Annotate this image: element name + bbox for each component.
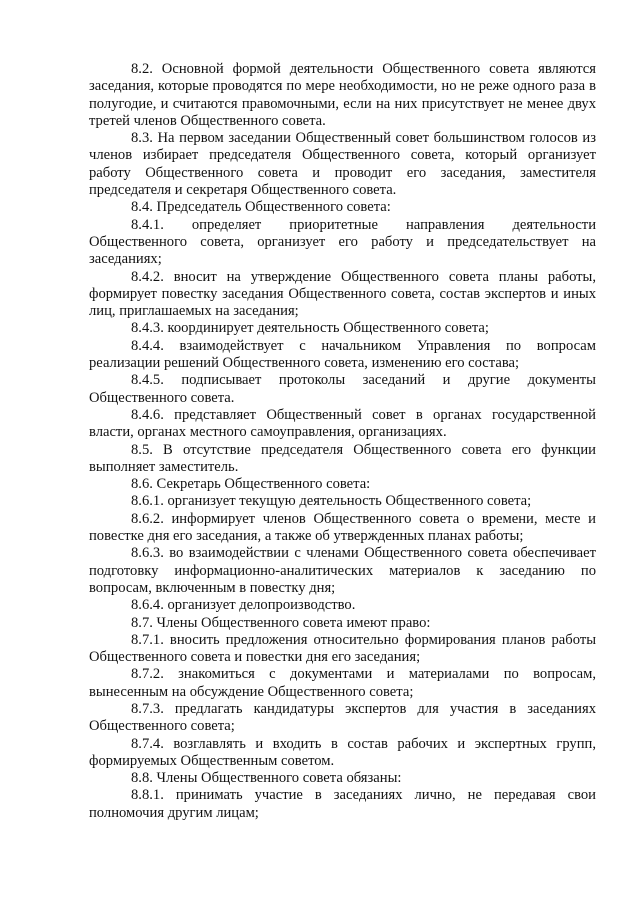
- paragraph-8-7-2: 8.7.2. знакомиться с документами и материалами по вопросам, вынесенным на обсуждение Общественного совета;: [89, 666, 596, 700]
- paragraph-8-6-1: 8.6.1. организует текущую деятельность Общественного совета;: [131, 493, 532, 510]
- paragraph-8-6-4: 8.6.4. организует делопроизводство.: [131, 597, 356, 614]
- paragraph-8-8: 8.8. Члены Общественного совета обязаны:: [131, 770, 402, 787]
- paragraph-8-2: 8.2. Основной формой деятельности Общественного совета являются заседания, которые проводятся по мере необходимости, но не реже одного раза в полугодие, и считаются правомочными, если на них присутствует не менее двух третей членов Общественного совета.: [89, 61, 596, 129]
- paragraph-8-4-1: 8.4.1. определяет приоритетные направления деятельности Общественного совета, организует его работу и председательствует на заседаниях;: [89, 216, 596, 268]
- paragraph-8-6: 8.6. Секретарь Общественного совета:: [131, 476, 371, 493]
- paragraph-8-4-2: 8.4.2. вносит на утверждение Общественного совета планы работы, формирует повестку заседания Общественного совета, состав экспертов и иных лиц, приглашаемых на заседания;: [89, 268, 596, 320]
- paragraph-8-6-3: 8.6.3. во взаимодействии с членами Общественного совета обеспечивает подготовку информационно-аналитических материалов к заседанию по вопросам, включенным в повестку дня;: [89, 545, 596, 596]
- paragraph-8-7-3: 8.7.3. предлагать кандидатуры экспертов для участия в заседаниях Общественного совета;: [89, 700, 596, 735]
- paragraph-8-3: 8.3. На первом заседании Общественный совет большинством голосов из членов избирает председателя Общественного совета, который организует работу Общественного совета и проводит его заседания, заместителя председателя и секретаря Общественного совета.: [89, 130, 596, 199]
- paragraph-8-4-6: 8.4.6. представляет Общественный совет в органах государственной власти, органах местного самоуправления, организациях.: [89, 406, 596, 441]
- paragraph-8-4-3: 8.4.3. координирует деятельность Общественного совета;: [131, 320, 489, 337]
- paragraph-8-4-5: 8.4.5. подписывает протоколы заседаний и другие документы Общественного совета.: [89, 372, 596, 406]
- paragraph-8-5: 8.5. В отсутствие председателя Общественного совета его функции выполняет заместитель.: [89, 441, 596, 475]
- paragraph-8-4: 8.4. Председатель Общественного совета:: [131, 199, 391, 216]
- paragraph-8-6-2: 8.6.2. информирует членов Общественного совета о времени, месте и повестке дня его заседания, а также об утвержденных планах работы;: [89, 510, 596, 545]
- paragraph-8-8-1: 8.8.1. принимать участие в заседаниях лично, не передавая свои полномочия другим лицам;: [89, 787, 596, 821]
- paragraph-8-7-1: 8.7.1. вносить предложения относительно формирования планов работы Общественного совета и повестки дня его заседания;: [89, 631, 596, 666]
- paragraph-8-7-4: 8.7.4. возглавлять и входить в состав рабочих и экспертных групп, формируемых Общественным советом.: [89, 735, 596, 769]
- paragraph-8-4-4: 8.4.4. взаимодействует с начальником Управления по вопросам реализации решений Общественного совета, изменению его состава;: [89, 337, 596, 372]
- paragraph-8-7: 8.7. Члены Общественного совета имеют право:: [131, 614, 431, 631]
